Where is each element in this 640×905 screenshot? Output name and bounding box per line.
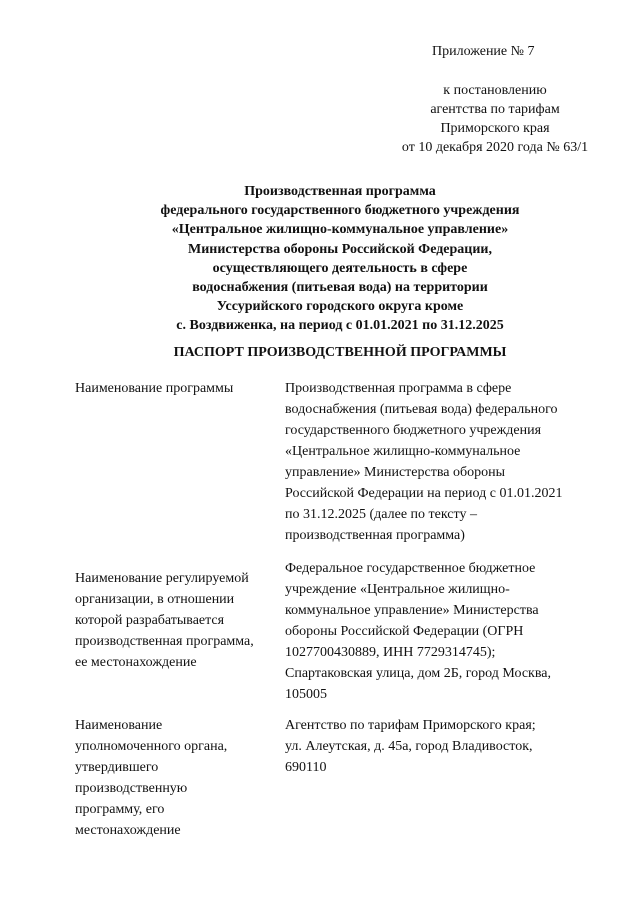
row-label [75, 568, 270, 673]
value-line: коммунальное управление» Министерства [285, 603, 539, 618]
label-line: Наименование [75, 718, 163, 733]
label-line: производственная программа, [75, 634, 254, 649]
row-value [285, 378, 605, 546]
label-line: утвердившего [75, 760, 159, 775]
title-line: Уссурийского городского округа кроме [216, 299, 464, 315]
row-label [75, 378, 270, 399]
title-line: водоснабжения (питьевая вода) на территории [192, 280, 488, 296]
value-line: 1027700430889, ИНН 7729314745); [285, 645, 496, 660]
value-line: Агентство по тарифам Приморского края; [285, 718, 536, 733]
value-line: Производственная программа в сфере [285, 381, 512, 396]
annex-line: Приморского края [440, 121, 550, 136]
title-line: федерального государственного бюджетного учреждения [160, 203, 520, 219]
value-line: 690110 [285, 760, 327, 775]
label-line: программу, его [75, 802, 165, 817]
value-line: Спартаковская улица, дом 2Б, город Москва, [285, 666, 551, 681]
value-line: Российской Федерации на период с 01.01.2021 [285, 486, 563, 501]
annex-line: от 10 декабря 2020 года № 63/1 [401, 140, 589, 155]
label-line: Наименование программы [75, 381, 234, 396]
value-line: по 31.12.2025 (далее по тексту – [285, 507, 477, 522]
annex-reference [300, 81, 600, 157]
label-line: уполномоченного органа, [75, 739, 228, 754]
label-line: местонахождение [75, 823, 181, 838]
passport-heading: ПАСПОРТ ПРОИЗВОДСТВЕННОЙ ПРОГРАММЫ [173, 345, 507, 360]
row-label [75, 715, 270, 841]
annex-line: к постановлению [443, 83, 547, 98]
label-line: ее местонахождение [75, 655, 197, 670]
value-line: обороны Российской Федерации (ОГРН [285, 624, 524, 639]
annex-number: Приложение № 7 [432, 44, 535, 59]
row-value [285, 558, 605, 705]
label-line: производственную [75, 781, 188, 796]
value-line: 105005 [285, 687, 327, 702]
title-line: осуществляющего деятельность в сфере [212, 260, 468, 276]
value-line: государственного бюджетного учреждения [285, 423, 542, 438]
annex-block [300, 42, 600, 157]
label-line: которой разрабатывается [75, 613, 225, 628]
row-value [285, 715, 605, 778]
title-line: «Центральное жилищно-коммунальное управление» [171, 222, 509, 238]
value-line: производственная программа) [285, 528, 465, 543]
label-line: организации, в отношении [75, 592, 235, 607]
title-line: Министерства обороны Российской Федерации, [187, 241, 492, 257]
value-line: водоснабжения (питьевая вода) федерального [285, 402, 558, 417]
title-line: Производственная программа [244, 184, 436, 199]
value-line: учреждение «Центральное жилищно- [285, 582, 510, 597]
annex-line: агентства по тарифам [430, 102, 560, 117]
value-line: управление» Министерства обороны [285, 465, 505, 480]
title-line: с. Воздвиженка, на период с 01.01.2021 по 31.12.2025 [176, 318, 504, 334]
document-title [60, 182, 620, 336]
value-line: Федеральное государственное бюджетное [285, 561, 536, 576]
label-line: Наименование регулируемой [75, 571, 249, 586]
value-line: «Центральное жилищно-коммунальное [285, 444, 521, 459]
value-line: ул. Алеутская, д. 45а, город Владивосток, [285, 739, 533, 754]
